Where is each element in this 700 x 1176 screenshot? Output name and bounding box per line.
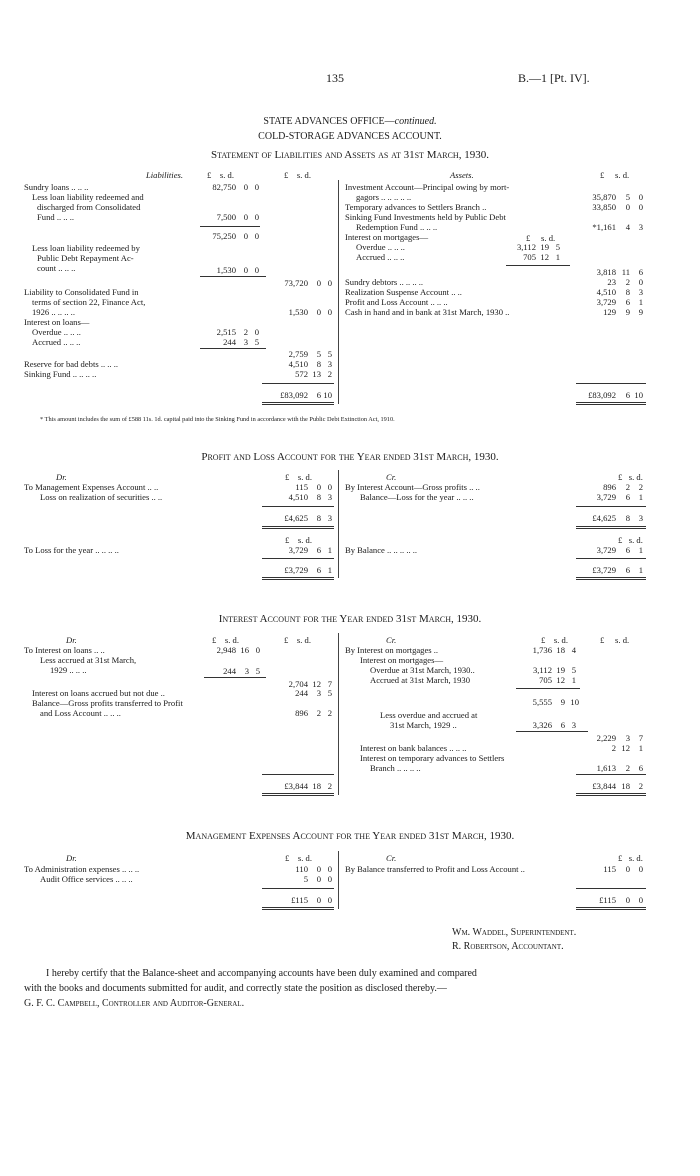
pl-total2-dr-pounds: £3,729 bbox=[284, 565, 308, 575]
pl-cr2-pence: 1 bbox=[638, 545, 643, 555]
dr-label: Dr. bbox=[56, 472, 67, 482]
int-dr-line: To Interest on loans .. .. bbox=[24, 645, 105, 655]
liab-outer-shillings: 0 bbox=[316, 278, 321, 288]
liabilities-heading: Liabilities. bbox=[146, 170, 184, 180]
pl-total-dr-pence: 3 bbox=[327, 513, 332, 523]
asset-line: Redemption Fund .. .. .. bbox=[356, 222, 438, 232]
int-cr-line: Interest on bank balances .. .. .. bbox=[360, 743, 467, 753]
rule bbox=[262, 506, 334, 507]
int-cr-outer-pounds: 2 bbox=[611, 743, 616, 753]
liab-inner-pounds: 7,500 bbox=[216, 212, 236, 222]
mg-cr-pence: 0 bbox=[638, 864, 643, 874]
pl-total-cr-shillings: 8 bbox=[625, 513, 630, 523]
rule bbox=[576, 795, 646, 796]
int-cr-line: By Interest on mortgages .. bbox=[345, 645, 439, 655]
int-cr-inner-currency: £ s. d. bbox=[541, 635, 568, 645]
rule bbox=[200, 348, 266, 349]
rule bbox=[262, 404, 334, 405]
int-cr-outer-pence: 7 bbox=[638, 733, 643, 743]
asset-shillings: 2 bbox=[625, 277, 630, 287]
asset-pounds: 23 bbox=[607, 277, 616, 287]
rule bbox=[516, 688, 580, 689]
liab-outer-pence: 3 bbox=[327, 359, 332, 369]
statement-title: Statement of Liabilities and Assets as at 31st March, 1930. bbox=[211, 149, 489, 161]
rule bbox=[262, 795, 334, 796]
int-cr-inner-shillings: 6 bbox=[560, 720, 565, 730]
pl-total-cr-pounds: £4,625 bbox=[592, 513, 616, 523]
pl-total-cr-pence: 3 bbox=[638, 513, 643, 523]
rule bbox=[576, 558, 646, 559]
asset-shillings: 5 bbox=[625, 192, 630, 202]
int-dr-outer-pence: 5 bbox=[327, 688, 332, 698]
liab-line: Less loan liability redeemed and bbox=[32, 192, 144, 202]
int-cr-outer-pence: 1 bbox=[638, 743, 643, 753]
dr-label: Dr. bbox=[66, 635, 77, 645]
liab-total-pounds: £83,092 bbox=[280, 390, 308, 400]
pl-dr2-line: To Loss for the year .. .. .. .. bbox=[24, 545, 119, 555]
interest-title: Interest Account for the Year ended 31st March, 1930. bbox=[218, 613, 482, 625]
rule bbox=[576, 907, 646, 908]
int-cr-inner-pence: 5 bbox=[571, 665, 576, 675]
liab-line: Public Debt Repayment Ac- bbox=[37, 253, 134, 263]
asset-total-pounds: £83,092 bbox=[588, 390, 616, 400]
asset-line: Sinking Fund Investments held by Public Debt bbox=[345, 212, 506, 222]
liab-inner-shillings: 0 bbox=[243, 265, 248, 275]
rule bbox=[576, 402, 646, 403]
asset-pence: 0 bbox=[638, 192, 643, 202]
certificate-line: I hereby certify that the Balance-sheet and accompanying accounts have been duly examined and compared bbox=[46, 968, 477, 979]
asset-line: gagors .. .. .. .. .. bbox=[356, 192, 412, 202]
int-dr-outer-shillings: 2 bbox=[316, 708, 321, 718]
liab-outer-pounds: 4,510 bbox=[288, 359, 308, 369]
liab-outer-shillings: 13 bbox=[312, 369, 321, 379]
liab-outer-pence: 5 bbox=[327, 349, 332, 359]
int-cr-inner-pounds: 3,112 bbox=[532, 665, 552, 675]
liab-inner-shillings: 0 bbox=[243, 212, 248, 222]
management-title: Management Expenses Account for the Year ended 31st March, 1930. bbox=[185, 830, 515, 842]
int-dr-inner-pounds: 244 bbox=[223, 666, 236, 676]
liab-inner-pounds: 1,530 bbox=[216, 265, 236, 275]
mg-dr-pence: 0 bbox=[327, 874, 332, 884]
liab-inner-pounds: 244 bbox=[223, 337, 236, 347]
asset-pounds: 3,818 bbox=[596, 267, 616, 277]
int-cr-inner-pence: 1 bbox=[571, 675, 576, 685]
asset-line: Cash in hand and in bank at 31st March, 1930 .. bbox=[345, 307, 510, 317]
asset-line: Accrued .. .. .. bbox=[356, 252, 405, 262]
int-dr-outer-shillings: 12 bbox=[312, 679, 321, 689]
pl-cr2-pounds: 3,729 bbox=[596, 545, 616, 555]
int-cr-line: Accrued at 31st March, 1930 bbox=[370, 675, 470, 685]
signature-superintendent: Wm. Waddel, Superintendent. bbox=[452, 927, 577, 938]
rule bbox=[200, 276, 266, 277]
int-cr-inner-shillings: 18 bbox=[556, 645, 565, 655]
asset-inner-shillings: 19 bbox=[540, 242, 549, 252]
liab-inner-pence: 0 bbox=[254, 182, 259, 192]
asset-line: Overdue .. .. .. bbox=[356, 242, 405, 252]
rule bbox=[576, 577, 646, 578]
page-number: 135 bbox=[326, 71, 344, 85]
asset-inner-pounds: 3,112 bbox=[516, 242, 536, 252]
mg-dr-currency: £ s. d. bbox=[285, 853, 312, 863]
pl-cr-shillings: 6 bbox=[625, 492, 630, 502]
pl-total2-dr-pence: 1 bbox=[327, 565, 332, 575]
mg-dr-pence: 0 bbox=[327, 864, 332, 874]
rule bbox=[576, 793, 646, 794]
liab-line: terms of section 22, Finance Act, bbox=[32, 297, 146, 307]
int-cr-inner-pence: 10 bbox=[570, 697, 579, 707]
certificate-signatory: G. F. C. Campbell, Controller and Auditor-General. bbox=[24, 998, 245, 1009]
int-cr-inner-pence: 4 bbox=[571, 645, 576, 655]
office-title: STATE ADVANCES OFFICE—continued. bbox=[263, 116, 437, 127]
liab-line: discharged from Consolidated bbox=[37, 202, 141, 212]
rule bbox=[576, 909, 646, 910]
mg-cr-shillings: 0 bbox=[625, 864, 630, 874]
mg-cr-currency: £ s. d. bbox=[618, 853, 643, 863]
asset-pence: 3 bbox=[638, 287, 643, 297]
asset-pounds: 129 bbox=[603, 307, 616, 317]
mg-dr-total-shillings: 0 bbox=[316, 895, 321, 905]
footnote: * This amount includes the sum of £588 11s. 1d. capital paid into the Sinking Fund in accordance with the Public Debt Extinction Act, 1910. bbox=[40, 416, 395, 423]
liab-line: Reserve for bad debts .. .. .. bbox=[24, 359, 119, 369]
int-cr-line: Less overdue and accrued at bbox=[380, 710, 478, 720]
int-cr-outer-currency: £ s. d. bbox=[600, 635, 630, 645]
account-title: COLD-STORAGE ADVANCES ACCOUNT. bbox=[258, 131, 442, 142]
asset-line: Investment Account—Principal owing by mort- bbox=[345, 182, 510, 192]
int-cr-inner-shillings: 19 bbox=[556, 665, 565, 675]
rule bbox=[576, 404, 646, 405]
dr-label: Dr. bbox=[66, 853, 77, 863]
rule bbox=[516, 731, 588, 732]
mg-cr-total-pence: 0 bbox=[638, 895, 643, 905]
liab-line: Sinking Fund .. .. .. .. bbox=[24, 369, 97, 379]
liab-line: Sundry loans .. .. .. bbox=[24, 182, 89, 192]
int-cr-inner-pounds: 1,736 bbox=[532, 645, 552, 655]
liab-line: Overdue .. .. .. bbox=[32, 327, 81, 337]
mg-cr-total-pounds: £115 bbox=[599, 895, 616, 905]
asset-line: Profit and Loss Account .. .. .. bbox=[345, 297, 448, 307]
int-dr-inner-pence: 5 bbox=[255, 666, 260, 676]
rule bbox=[262, 909, 334, 910]
liab-inner-pounds: 75,250 bbox=[212, 231, 236, 241]
pl-dr2-shillings: 6 bbox=[316, 545, 321, 555]
liab-outer-pounds: 2,759 bbox=[288, 349, 308, 359]
rule bbox=[262, 888, 334, 889]
asset-line: Sundry debtors .. .. .. .. bbox=[345, 277, 424, 287]
rule bbox=[200, 226, 260, 227]
int-dr-inner-shillings: 16 bbox=[240, 645, 249, 655]
int-dr-outer-currency: £ s. d. bbox=[284, 635, 311, 645]
pl-dr2-pounds: 3,729 bbox=[288, 545, 308, 555]
liab-outer-pounds: 1,530 bbox=[288, 307, 308, 317]
rule bbox=[576, 383, 646, 384]
liab-outer-pence: 2 bbox=[327, 369, 332, 379]
asset-total-shillings: 6 bbox=[625, 390, 630, 400]
mg-cr-pounds: 115 bbox=[603, 864, 616, 874]
rule bbox=[262, 526, 334, 527]
rule bbox=[576, 579, 646, 580]
mg-dr-shillings: 0 bbox=[316, 874, 321, 884]
mg-cr-total-shillings: 0 bbox=[625, 895, 630, 905]
asset-inner-pence: 1 bbox=[555, 252, 560, 262]
rule bbox=[262, 528, 334, 529]
int-cr-inner-pounds: 5,555 bbox=[532, 697, 552, 707]
liab-inner-pence: 0 bbox=[254, 231, 259, 241]
liab-inner-pence: 0 bbox=[254, 265, 259, 275]
rule bbox=[262, 793, 334, 794]
asset-inner-pence: 5 bbox=[555, 242, 560, 252]
pl-total2-cr-pence: 1 bbox=[638, 565, 643, 575]
int-cr-line: Interest on mortgages— bbox=[360, 655, 444, 665]
pl-cr-currency: £ s. d. bbox=[618, 472, 643, 482]
pl-cr-line: By Interest Account—Gross profits .. .. bbox=[345, 482, 480, 492]
certificate-line: with the books and documents submitted for audit, and correctly state the position as disclosed thereby.— bbox=[24, 983, 447, 994]
liab-outer-pence: 0 bbox=[327, 278, 332, 288]
rule bbox=[262, 577, 334, 578]
liab-line: Fund .. .. .. bbox=[37, 212, 75, 222]
int-cr-outer-shillings: 3 bbox=[625, 733, 630, 743]
liab-outer-pounds: 572 bbox=[295, 369, 308, 379]
rule bbox=[262, 579, 334, 580]
pl-dr-currency-2: £ s. d. bbox=[285, 535, 312, 545]
int-dr-outer-pence: 2 bbox=[327, 708, 332, 718]
int-dr-outer-pounds: 896 bbox=[295, 708, 308, 718]
asset-pounds: 3,729 bbox=[596, 297, 616, 307]
mg-dr-pounds: 110 bbox=[295, 864, 308, 874]
asset-shillings: 9 bbox=[625, 307, 630, 317]
liab-inner-shillings: 0 bbox=[243, 182, 248, 192]
int-cr-total-shillings: 18 bbox=[621, 781, 630, 791]
pl-total-dr-shillings: 8 bbox=[316, 513, 321, 523]
asset-currency: £ s. d. bbox=[600, 170, 630, 180]
asset-line: Interest on mortgages— bbox=[345, 232, 429, 242]
int-dr-outer-pence: 7 bbox=[327, 679, 332, 689]
pl-total2-cr-pounds: £3,729 bbox=[592, 565, 616, 575]
pl-cr-shillings: 2 bbox=[625, 482, 630, 492]
cr-label: Cr. bbox=[386, 472, 397, 482]
column-divider bbox=[338, 180, 339, 404]
pl-cr-pounds: 3,729 bbox=[596, 492, 616, 502]
pl-total2-dr-shillings: 6 bbox=[316, 565, 321, 575]
liab-total-pence: 10 bbox=[323, 390, 332, 400]
int-cr-outer-shillings: 12 bbox=[621, 743, 630, 753]
asset-total-pence: 10 bbox=[634, 390, 643, 400]
int-cr-total-pounds: £3,844 bbox=[592, 781, 616, 791]
rule bbox=[576, 506, 646, 507]
int-dr-total-shillings: 18 bbox=[312, 781, 321, 791]
rule bbox=[204, 677, 266, 678]
asset-shillings: 8 bbox=[625, 287, 630, 297]
int-dr-line: Balance—Gross profits transferred to Profit bbox=[32, 698, 183, 708]
asset-shillings: 11 bbox=[621, 267, 630, 277]
column-divider bbox=[338, 851, 339, 909]
int-dr-total-pence: 2 bbox=[327, 781, 332, 791]
liab-line: Less loan liability redeemed by bbox=[32, 243, 140, 253]
cr-label: Cr. bbox=[386, 635, 397, 645]
mg-dr-total-pence: 0 bbox=[327, 895, 332, 905]
rule bbox=[576, 528, 646, 529]
rule bbox=[576, 888, 646, 889]
pl-cr-currency-2: £ s. d. bbox=[618, 535, 643, 545]
pl-cr-pence: 2 bbox=[638, 482, 643, 492]
asset-line: Temporary advances to Settlers Branch .. bbox=[345, 202, 487, 212]
liab-inner-pence: 0 bbox=[254, 327, 259, 337]
int-cr-inner-pounds: 3,326 bbox=[532, 720, 552, 730]
liab-inner-shillings: 0 bbox=[243, 231, 248, 241]
pl-dr-line: Loss on realization of securities .. .. bbox=[40, 492, 163, 502]
int-dr-outer-pounds: 244 bbox=[295, 688, 308, 698]
pl-dr2-pence: 1 bbox=[327, 545, 332, 555]
mg-dr-line: Audit Office services .. .. .. bbox=[40, 874, 133, 884]
column-divider bbox=[338, 470, 339, 578]
liab-line: Accrued .. .. .. bbox=[32, 337, 81, 347]
asset-pence: 1 bbox=[638, 297, 643, 307]
liab-outer-shillings: 5 bbox=[316, 349, 321, 359]
rule bbox=[262, 402, 334, 403]
asset-pounds: *1,161 bbox=[592, 222, 616, 232]
pl-dr-line: To Management Expenses Account .. .. bbox=[24, 482, 159, 492]
asset-shillings: 0 bbox=[625, 202, 630, 212]
asset-inner-currency: £ s. d. bbox=[526, 233, 556, 243]
int-cr-outer-pounds: 2,229 bbox=[596, 733, 616, 743]
liab-line: Liability to Consolidated Fund in bbox=[24, 287, 139, 297]
liab-outer-shillings: 8 bbox=[316, 359, 321, 369]
pl-cr-line: Balance—Loss for the year .. .. .. bbox=[360, 492, 474, 502]
rule bbox=[506, 265, 570, 266]
asset-inner-pounds: 705 bbox=[523, 252, 536, 262]
asset-pence: 0 bbox=[638, 277, 643, 287]
int-cr-total-pence: 2 bbox=[638, 781, 643, 791]
int-cr-outer-pounds: 1,613 bbox=[596, 763, 616, 773]
rule bbox=[576, 774, 646, 775]
profit-loss-title: Profit and Loss Account for the Year ended 31st March, 1930. bbox=[201, 451, 499, 463]
asset-pounds: 33,850 bbox=[592, 202, 616, 212]
rule bbox=[576, 526, 646, 527]
int-dr-line: Interest on loans accrued but not due .. bbox=[32, 688, 165, 698]
liab-inner-shillings: 2 bbox=[243, 327, 248, 337]
liab-line: Interest on loans— bbox=[24, 317, 90, 327]
liab-inner-pence: 0 bbox=[254, 212, 259, 222]
int-cr-inner-pence: 3 bbox=[571, 720, 576, 730]
pl-total-dr-pounds: £4,625 bbox=[284, 513, 308, 523]
liab-line: count .. .. .. bbox=[37, 263, 76, 273]
int-dr-inner-pence: 0 bbox=[255, 645, 260, 655]
pl-cr-pounds: 896 bbox=[603, 482, 616, 492]
liab-inner-pence: 5 bbox=[254, 337, 259, 347]
mg-dr-line: To Administration expenses .. .. .. bbox=[24, 864, 140, 874]
int-dr-inner-currency: £ s. d. bbox=[212, 635, 239, 645]
cr-label: Cr. bbox=[386, 853, 397, 863]
liab-inner-shillings: 3 bbox=[243, 337, 248, 347]
signature-accountant: R. Robertson, Accountant. bbox=[452, 941, 564, 952]
pl-total2-cr-shillings: 6 bbox=[625, 565, 630, 575]
pl-dr-pounds: 4,510 bbox=[288, 492, 308, 502]
asset-inner-shillings: 12 bbox=[540, 252, 549, 262]
int-cr-line: 31st March, 1929 .. bbox=[390, 720, 457, 730]
pl-dr-currency: £ s. d. bbox=[285, 472, 312, 482]
mg-dr-pounds: 5 bbox=[303, 874, 308, 884]
liab-inner-currency: £ s. d. bbox=[207, 170, 234, 180]
pl-dr-pence: 0 bbox=[327, 482, 332, 492]
pl-cr-pence: 1 bbox=[638, 492, 643, 502]
asset-pence: 9 bbox=[638, 307, 643, 317]
int-cr-inner-pounds: 705 bbox=[539, 675, 552, 685]
asset-pence: 0 bbox=[638, 202, 643, 212]
asset-pence: 3 bbox=[638, 222, 643, 232]
liab-inner-pounds: 2,515 bbox=[216, 327, 236, 337]
liab-outer-shillings: 0 bbox=[316, 307, 321, 317]
int-cr-line: Overdue at 31st March, 1930.. bbox=[370, 665, 475, 675]
liab-outer-currency: £ s. d. bbox=[284, 170, 311, 180]
int-cr-inner-shillings: 12 bbox=[556, 675, 565, 685]
rule bbox=[262, 558, 334, 559]
pl-cr2-shillings: 6 bbox=[625, 545, 630, 555]
pl-dr-shillings: 8 bbox=[316, 492, 321, 502]
pl-dr-pounds: 115 bbox=[295, 482, 308, 492]
liab-outer-pounds: 73,720 bbox=[284, 278, 308, 288]
pl-dr-shillings: 0 bbox=[316, 482, 321, 492]
mg-cr-line: By Balance transferred to Profit and Loss Account .. bbox=[345, 864, 525, 874]
document-reference: B.—1 [Pt. IV]. bbox=[518, 71, 590, 85]
asset-pence: 6 bbox=[638, 267, 643, 277]
mg-dr-shillings: 0 bbox=[316, 864, 321, 874]
int-cr-line: Branch .. .. .. .. bbox=[370, 763, 421, 773]
asset-pounds: 4,510 bbox=[596, 287, 616, 297]
rule bbox=[262, 774, 334, 775]
int-dr-outer-pounds: 2,704 bbox=[288, 679, 308, 689]
int-cr-line: Interest on temporary advances to Settlers bbox=[360, 753, 505, 763]
liab-outer-pence: 0 bbox=[327, 307, 332, 317]
mg-dr-total-pounds: £115 bbox=[291, 895, 308, 905]
rule bbox=[262, 907, 334, 908]
assets-heading: Assets. bbox=[450, 170, 474, 180]
rule bbox=[262, 383, 334, 384]
asset-line: Realization Suspense Account .. .. bbox=[345, 287, 462, 297]
int-dr-total-pounds: £3,844 bbox=[284, 781, 308, 791]
pl-cr2-line: By Balance .. .. .. .. .. bbox=[345, 545, 418, 555]
asset-pounds: 35,870 bbox=[592, 192, 616, 202]
int-dr-inner-shillings: 3 bbox=[244, 666, 249, 676]
int-cr-outer-shillings: 2 bbox=[625, 763, 630, 773]
column-divider bbox=[338, 633, 339, 795]
int-dr-line: 1929 .. .. .. bbox=[50, 665, 87, 675]
asset-shillings: 4 bbox=[625, 222, 630, 232]
liab-inner-pounds: 82,750 bbox=[212, 182, 236, 192]
int-dr-inner-pounds: 2,948 bbox=[216, 645, 236, 655]
int-cr-inner-shillings: 9 bbox=[560, 697, 565, 707]
int-dr-outer-shillings: 3 bbox=[316, 688, 321, 698]
int-cr-outer-pence: 6 bbox=[638, 763, 643, 773]
liab-total-shillings: 6 bbox=[316, 390, 321, 400]
int-dr-line: Less accrued at 31st March, bbox=[40, 655, 137, 665]
asset-shillings: 6 bbox=[625, 297, 630, 307]
liab-line: 1926 .. .. .. .. bbox=[32, 307, 75, 317]
pl-dr-pence: 3 bbox=[327, 492, 332, 502]
int-dr-line: and Loss Account .. .. .. bbox=[40, 708, 121, 718]
